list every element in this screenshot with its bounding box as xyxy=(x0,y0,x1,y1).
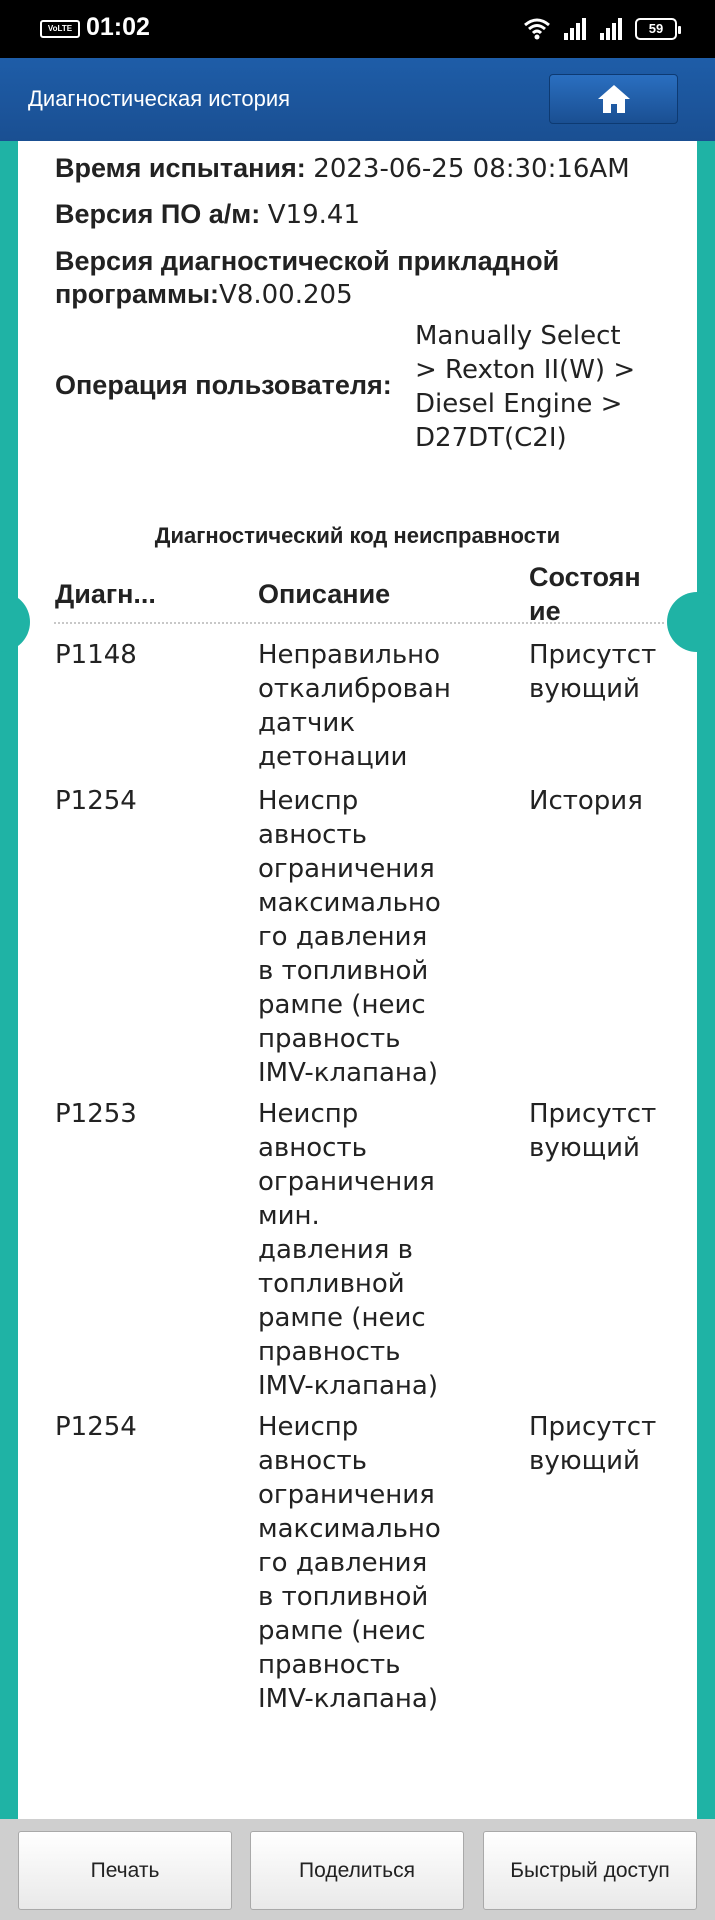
desc-line: ограничения xyxy=(258,1480,435,1510)
desc-line: авность xyxy=(258,1446,367,1476)
desc-line: детонации xyxy=(258,742,408,772)
sw-version-value: V19.41 xyxy=(267,200,361,230)
clock: 01:02 xyxy=(86,13,150,41)
desc-line: в топливной xyxy=(258,956,429,986)
card-notch-right xyxy=(667,592,715,652)
desc-line: в топливной xyxy=(258,1582,429,1612)
user-op-value xyxy=(415,319,635,455)
desc-line: рампе (неис xyxy=(258,1616,426,1646)
user-op-line: Diesel Engine > xyxy=(415,389,623,419)
desc-line: мин. xyxy=(258,1201,320,1231)
desc-line: го давления xyxy=(258,1548,428,1578)
desc-line: ограничения xyxy=(258,1167,435,1197)
desc-line: IMV-клапана) xyxy=(258,1684,439,1714)
dtc-description xyxy=(258,638,451,774)
signal-icon xyxy=(563,18,587,40)
col-header-status-line: Состоян xyxy=(529,562,641,592)
user-op-line: D27DT(C2I) xyxy=(415,423,567,453)
bottom-toolbar xyxy=(0,1819,715,1920)
status-line: Присутст xyxy=(529,1099,657,1129)
desc-line: максимально xyxy=(258,1514,441,1544)
dtc-status xyxy=(529,1097,656,1165)
desc-line: правность xyxy=(258,1024,401,1054)
home-button[interactable] xyxy=(549,74,678,124)
desc-line: откалиброван xyxy=(258,674,451,704)
desc-line: датчик xyxy=(258,708,356,738)
desc-line: Неиспр xyxy=(258,786,359,816)
desc-line: ограничения xyxy=(258,854,435,884)
test-time-label: Время испытания: xyxy=(55,153,306,183)
desc-line: авность xyxy=(258,820,367,850)
desc-line: го давления xyxy=(258,922,428,952)
diagnostic-report-card xyxy=(18,141,697,1819)
desc-line: топливной xyxy=(258,1269,405,1299)
status-bar xyxy=(0,0,715,58)
dtc-code: P1148 xyxy=(55,640,137,670)
col-header-description: Описание xyxy=(258,579,391,609)
desc-line: Неправильно xyxy=(258,640,441,670)
user-op-line: Manually Select xyxy=(415,321,621,351)
user-op-label: Операция пользователя: xyxy=(55,370,392,400)
status-line: вующий xyxy=(529,1446,640,1476)
desc-line: IMV-клапана) xyxy=(258,1371,439,1401)
test-time-value: 2023-06-25 08:30:16AM xyxy=(313,154,630,184)
sw-version-label: Версия ПО а/м: xyxy=(55,199,261,229)
app-version-label-1: Версия диагностической прикладной xyxy=(55,246,560,276)
volte-icon: VoLTE xyxy=(40,20,80,38)
signal-icon-2 xyxy=(599,18,623,40)
desc-line: авность xyxy=(258,1133,367,1163)
dtc-description xyxy=(258,1410,441,1716)
desc-line: правность xyxy=(258,1650,401,1680)
dtc-description xyxy=(258,784,441,1090)
dtc-status xyxy=(529,638,656,706)
page-title: Диагностическая история xyxy=(28,86,291,111)
quick-access-button[interactable]: Быстрый доступ xyxy=(483,1831,697,1910)
desc-line: давления в xyxy=(258,1235,413,1265)
app-version-row xyxy=(55,245,559,312)
test-time-row xyxy=(55,153,630,184)
col-header-code: Диагн... xyxy=(55,579,156,609)
desc-line: Неиспр xyxy=(258,1412,359,1442)
col-header-status xyxy=(529,560,641,628)
dtc-code: P1254 xyxy=(55,1412,137,1442)
desc-line: рампе (неис xyxy=(258,1303,426,1333)
status-line: вующий xyxy=(529,1133,640,1163)
share-button[interactable]: Поделиться xyxy=(250,1831,464,1910)
status-line: История xyxy=(529,786,643,816)
dtc-status xyxy=(529,784,643,818)
wifi-icon xyxy=(523,18,551,40)
home-icon xyxy=(597,84,631,114)
desc-line: IMV-клапана) xyxy=(258,1058,439,1088)
user-op-line: > Rexton II(W) > xyxy=(415,355,636,385)
card-notch-left xyxy=(0,592,30,652)
app-header xyxy=(0,58,715,141)
dtc-section-title: Диагностический код неисправности xyxy=(154,523,561,548)
app-version-value: V8.00.205 xyxy=(219,280,353,310)
dtc-status xyxy=(529,1410,656,1478)
app-version-label-2: программы: xyxy=(55,279,220,309)
print-button[interactable]: Печать xyxy=(18,1831,232,1910)
desc-line: правность xyxy=(258,1337,401,1367)
desc-line: рампе (неис xyxy=(258,990,426,1020)
dtc-description xyxy=(258,1097,438,1403)
user-op-label-wrap xyxy=(55,370,392,401)
status-line: Присутст xyxy=(529,1412,657,1442)
dtc-code: P1254 xyxy=(55,786,137,816)
sw-version-row xyxy=(55,199,360,230)
battery-icon: 59 xyxy=(635,18,677,40)
desc-line: Неиспр xyxy=(258,1099,359,1129)
status-line: вующий xyxy=(529,674,640,704)
status-line: Присутст xyxy=(529,640,657,670)
desc-line: максимально xyxy=(258,888,441,918)
dtc-code: P1253 xyxy=(55,1099,137,1129)
col-header-status-line: ие xyxy=(529,596,561,626)
status-icons xyxy=(523,16,677,42)
